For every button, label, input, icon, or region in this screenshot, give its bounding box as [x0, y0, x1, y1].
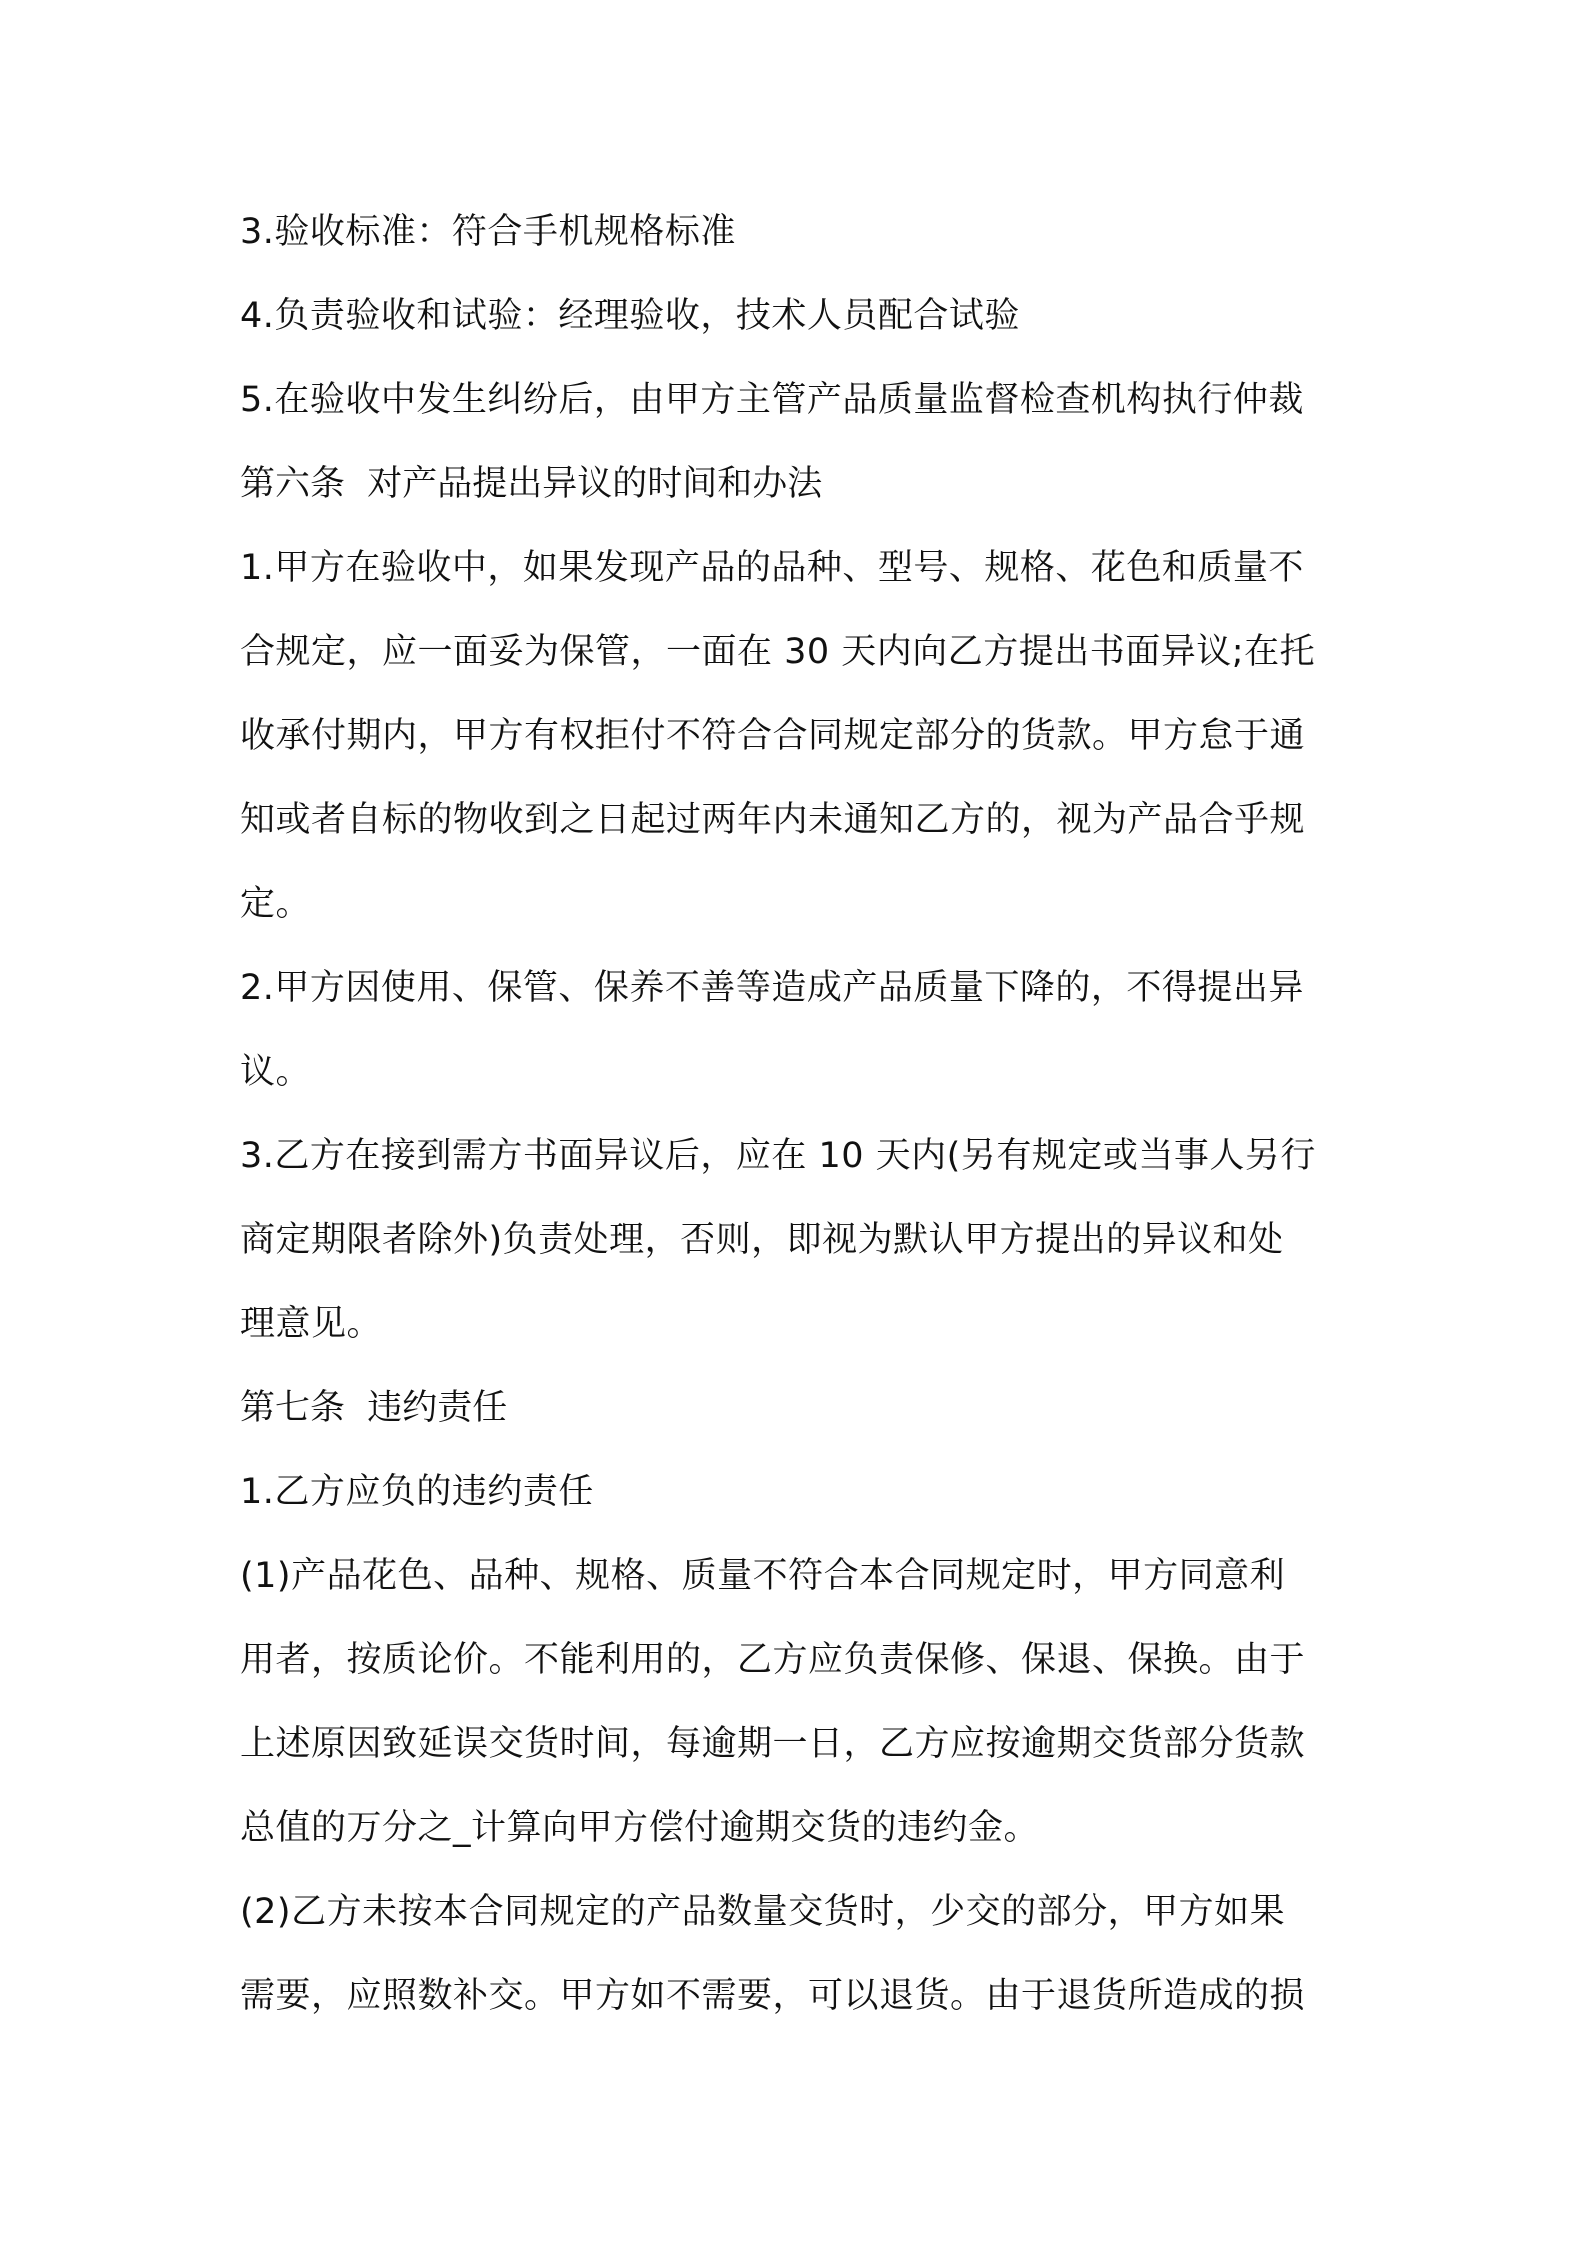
article-6-heading: 第六条 对产品提出异议的时间和办法 [240, 464, 823, 504]
article-7-heading: 第七条 违约责任 [240, 1388, 508, 1428]
clause-5-item-5: 5.在验收中发生纠纷后，由甲方主管产品质量监督检查机构执行仲裁 [240, 380, 1304, 420]
article-7-sub-1-line-4: 总值的万分之_计算向甲方偿付逾期交货的违约金。 [240, 1808, 1040, 1848]
article-7-sub-2-line-1: (2)乙方未按本合同规定的产品数量交货时，少交的部分，甲方如果 [240, 1892, 1286, 1932]
article-7-sub-2-line-2: 需要，应照数补交。甲方如不需要，可以退货。由于退货所造成的损 [240, 1976, 1306, 2016]
article-6-item-2-line-1: 2.甲方因使用、保管、保养不善等造成产品质量下降的，不得提出异 [240, 968, 1304, 1008]
clause-5-item-4: 4.负责验收和试验：经理验收，技术人员配合试验 [240, 296, 1020, 336]
article-6-item-1-line-2: 合规定，应一面妥为保管，一面在 30 天内向乙方提出书面异议;在托 [240, 632, 1316, 672]
article-7-sub-1-line-2: 用者，按质论价。不能利用的，乙方应负责保修、保退、保换。由于 [240, 1640, 1306, 1680]
article-6-item-3-line-1: 3.乙方在接到需方书面异议后，应在 10 天内(另有规定或当事人另行 [240, 1136, 1316, 1176]
article-6-item-3-line-2: 商定期限者除外)负责处理，否则，即视为默认甲方提出的异议和处 [240, 1220, 1284, 1260]
article-6-item-1-line-5: 定。 [240, 884, 312, 924]
article-6-item-3-line-3: 理意见。 [240, 1304, 383, 1344]
article-7-sub-1-line-1: (1)产品花色、品种、规格、质量不符合本合同规定时，甲方同意利 [240, 1556, 1286, 1596]
clause-5-item-3: 3.验收标准：符合手机规格标准 [240, 212, 736, 252]
article-6-item-2-line-2: 议。 [240, 1052, 312, 1092]
article-7-sub-1-line-3: 上述原因致延误交货时间，每逾期一日，乙方应按逾期交货部分货款 [240, 1724, 1306, 1764]
article-7-item-1: 1.乙方应负的违约责任 [240, 1472, 594, 1512]
document-page [240, 190, 1360, 2038]
article-6-item-1-line-1: 1.甲方在验收中，如果发现产品的品种、型号、规格、花色和质量不 [240, 548, 1304, 588]
article-6-item-1-line-4: 知或者自标的物收到之日起过两年内未通知乙方的，视为产品合乎规 [240, 800, 1306, 840]
article-6-item-1-line-3: 收承付期内，甲方有权拒付不符合合同规定部分的货款。甲方怠于通 [240, 716, 1306, 756]
